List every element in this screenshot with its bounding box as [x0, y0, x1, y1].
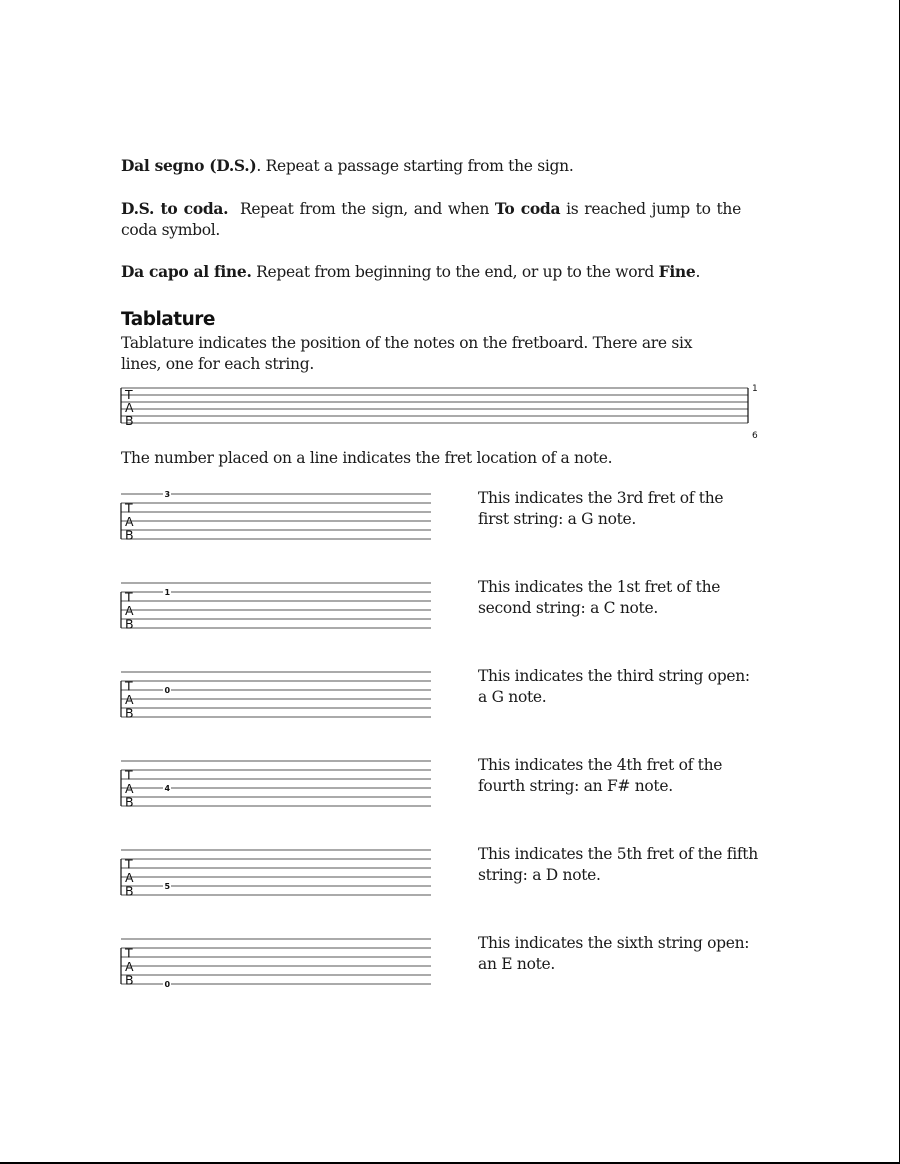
example-tab-staff: [118, 840, 438, 910]
fret-number: 5: [164, 882, 171, 891]
example-description: This indicates the 3rd fret of the first string: a G note.: [478, 489, 724, 528]
term-name: D.S. to coda.: [121, 199, 229, 218]
term-keyword: To coda: [494, 199, 561, 218]
fret-number: 0: [164, 686, 171, 695]
tab-letter-t: T: [125, 589, 133, 605]
example-tab-staff: [118, 751, 438, 821]
term-definition-part: Repeat from the sign, and when: [228, 200, 495, 218]
term-ds-to-coda: [121, 198, 741, 241]
tab-letter-a: A: [125, 691, 134, 707]
tab-letter-t: T: [125, 767, 133, 783]
tab-letter-b: B: [125, 616, 134, 632]
full-tab-staff: [118, 380, 768, 442]
term-da-capo: [121, 261, 741, 283]
example-tab-staff: [118, 484, 438, 554]
staff-lines: [121, 388, 748, 423]
tab-letter-t: T: [125, 678, 133, 694]
example-description: This indicates the 1st fret of the second string: a C note.: [478, 578, 721, 617]
example-description: This indicates the 4th fret of the fourth string: an F# note.: [478, 756, 723, 795]
term-keyword: Fine: [658, 262, 696, 281]
tab-letter-t: T: [125, 500, 133, 516]
tab-letter-a: A: [125, 400, 134, 415]
tab-letter-b: B: [125, 883, 134, 899]
term-name: Da capo al fine.: [121, 262, 252, 281]
fret-number: 4: [164, 784, 171, 793]
term-definition-part: Repeat from beginning to the end, or up to the word: [251, 263, 659, 281]
tab-letter-t: T: [125, 387, 133, 402]
tablature-intro: Tablature indicates the position of the notes on the fretboard. There are six lines, one for each string.: [121, 334, 693, 373]
tab-letter-b: B: [125, 705, 134, 721]
tab-letter-a: A: [125, 780, 134, 796]
string-number-top: 1: [752, 384, 758, 394]
tab-letter-t: T: [125, 945, 133, 961]
tab-letter-b: B: [125, 972, 134, 988]
term-definition-rest: .: [695, 263, 701, 281]
number-intro: The number placed on a line indicates the fret location of a note.: [121, 449, 613, 467]
tab-letter-a: A: [125, 602, 134, 618]
tab-letter-b: B: [125, 794, 134, 810]
tab-letter-a: A: [125, 958, 134, 974]
example-tab-staff: [118, 662, 438, 732]
fret-number: 0: [164, 980, 171, 989]
tab-letter-t: T: [125, 856, 133, 872]
term-definition: . Repeat a passage starting from the sign.: [256, 157, 574, 175]
tab-letter-b: B: [125, 413, 134, 428]
example-description: This indicates the third string open: a G note.: [478, 667, 750, 706]
term-name: Dal segno (D.S.): [121, 156, 257, 175]
section-heading: Tablature: [121, 309, 215, 330]
term-definition-rest: is reached jump to the coda symbol.: [121, 200, 741, 239]
example-tab-staff: [118, 573, 438, 643]
tab-letter-b: B: [125, 527, 134, 543]
string-number-bottom: 6: [752, 431, 758, 441]
fret-number: 3: [164, 490, 171, 499]
example-description: This indicates the 5th fret of the fifth string: a D note.: [478, 845, 758, 884]
tab-letter-a: A: [125, 869, 134, 885]
fret-number: 1: [164, 588, 171, 597]
tab-letter-a: A: [125, 513, 134, 529]
example-description: This indicates the sixth string open: an E note.: [478, 934, 750, 973]
example-tab-staff: [118, 929, 438, 999]
term-dal-segno: [121, 155, 741, 177]
